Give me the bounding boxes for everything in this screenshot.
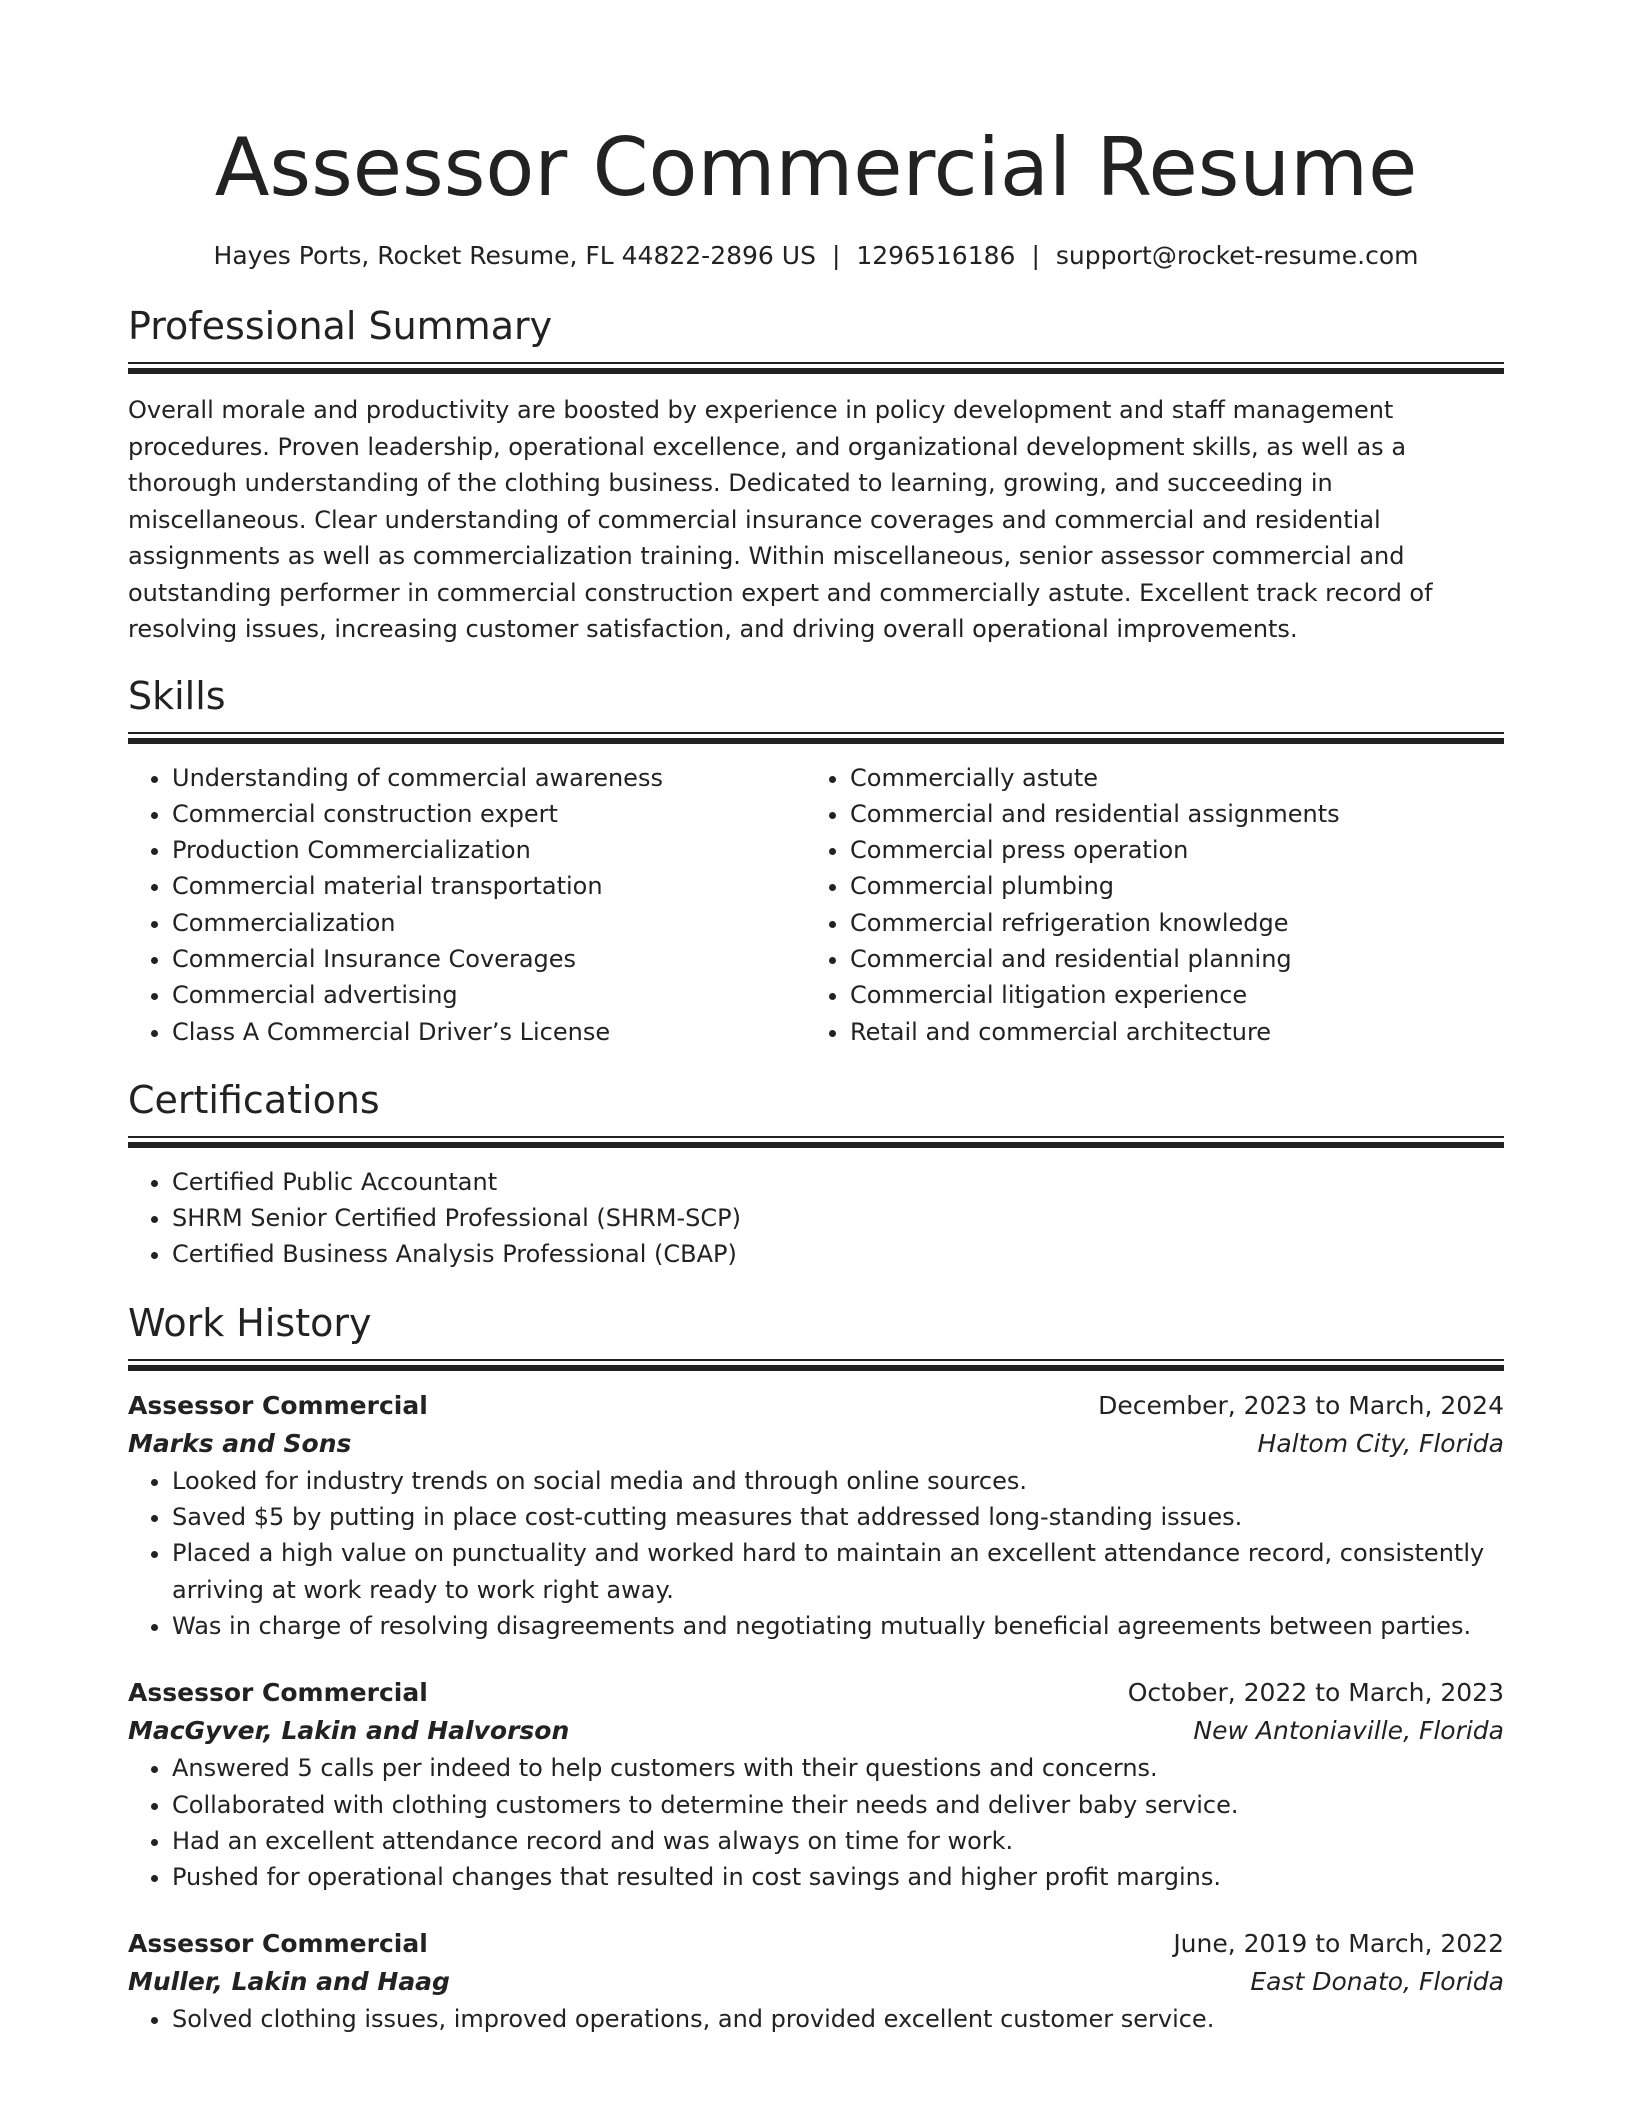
skills-section bbox=[128, 672, 1504, 1050]
job-company-row bbox=[128, 1712, 1504, 1750]
contact-line bbox=[128, 240, 1504, 272]
skill-item: • Commercial advertising bbox=[172, 977, 806, 1013]
skill-item: • Commercial and residential planning bbox=[850, 941, 1484, 977]
section-heading-certifications: Certifications bbox=[128, 1077, 380, 1122]
job-entry bbox=[128, 1387, 1504, 1644]
job-company: MacGyver, Lakin and Halvorson bbox=[128, 1716, 570, 1746]
contact-separator: | bbox=[831, 241, 841, 270]
skill-item: • Commercial construction expert bbox=[172, 796, 806, 832]
certification-item: • SHRM Senior Certified Professional (SHRM-SCP) bbox=[172, 1200, 1504, 1236]
job-header-row bbox=[128, 1925, 1504, 1963]
job-dates: October, 2022 to March, 2023 bbox=[1127, 1678, 1504, 1708]
work-history-section bbox=[128, 1299, 1504, 2038]
contact-email: support@rocket-resume.com bbox=[1055, 241, 1419, 270]
skills-column-left bbox=[128, 760, 806, 1050]
summary-section bbox=[128, 302, 1504, 648]
contact-address: Hayes Ports, Rocket Resume, FL 44822-2896 US bbox=[213, 241, 816, 270]
resume-title: Assessor Commercial Resume bbox=[214, 121, 1418, 214]
job-entry bbox=[128, 1674, 1504, 1895]
skills-list-right bbox=[806, 760, 1484, 1050]
skills-list-left bbox=[128, 760, 806, 1050]
resume-page bbox=[128, 0, 1504, 2038]
summary-text: Overall morale and productivity are boosted by experience in policy development and staff management procedures. Proven leadership, operational excellence, and organizational development skills, as well as a thorough understanding of the clothing business. Dedicated to learning, growing, and succeeding in miscellaneous. Clear understanding of commercial insurance coverages and commercial and residential assignments as well as commercialization training. Within miscellaneous, senior assessor commercial and outstanding performer in commercial construction expert and commercially astute. Excellent track record of resolving issues, increasing customer satisfaction, and driving overall operational improvements. bbox=[128, 396, 1433, 643]
job-title: Assessor Commercial bbox=[128, 1929, 428, 1959]
section-heading-summary: Professional Summary bbox=[128, 304, 553, 348]
job-duty-item: • Solved clothing issues, improved operations, and provided excellent customer service. bbox=[172, 2001, 1504, 2037]
skills-column-right bbox=[806, 760, 1484, 1050]
skill-item: • Understanding of commercial awareness bbox=[172, 760, 806, 796]
section-divider bbox=[128, 1136, 1504, 1150]
skill-item: • Retail and commercial architecture bbox=[850, 1014, 1484, 1050]
skill-item: • Commercialization bbox=[172, 905, 806, 941]
job-header-row bbox=[128, 1387, 1504, 1425]
job-header-row bbox=[128, 1674, 1504, 1712]
job-duty-item: • Collaborated with clothing customers to determine their needs and deliver baby service. bbox=[172, 1787, 1504, 1823]
section-divider bbox=[128, 732, 1504, 746]
job-duties-list bbox=[128, 1750, 1504, 1895]
job-company: Marks and Sons bbox=[128, 1428, 352, 1458]
certifications-section bbox=[128, 1076, 1504, 1273]
job-location: East Donato, Florida bbox=[1250, 1967, 1504, 1997]
job-title: Assessor Commercial bbox=[128, 1678, 428, 1708]
skill-item: • Commercial material transportation bbox=[172, 868, 806, 904]
skills-columns bbox=[128, 760, 1504, 1050]
contact-separator: | bbox=[1031, 241, 1040, 270]
skill-item: • Commercial plumbing bbox=[850, 868, 1484, 904]
certification-item: • Certified Public Accountant bbox=[172, 1164, 1504, 1200]
job-duty-item: • Looked for industry trends on social media and through online sources. bbox=[172, 1463, 1504, 1499]
job-duty-item: • Pushed for operational changes that resulted in cost savings and higher profit margins. bbox=[172, 1859, 1504, 1895]
job-location: Haltom City, Florida bbox=[1257, 1428, 1504, 1458]
skill-item: • Production Commercialization bbox=[172, 832, 806, 868]
job-company-row bbox=[128, 1963, 1504, 2001]
section-divider bbox=[128, 1359, 1504, 1373]
section-divider bbox=[128, 362, 1504, 376]
job-duty-item: • Was in charge of resolving disagreements and negotiating mutually beneficial agreements between parties. bbox=[172, 1608, 1504, 1644]
certifications-list bbox=[128, 1164, 1504, 1273]
job-company-row bbox=[128, 1425, 1504, 1463]
certification-item: • Certified Business Analysis Professional (CBAP) bbox=[172, 1236, 1504, 1272]
contact-phone: 1296516186 bbox=[856, 241, 1016, 270]
job-duties-list bbox=[128, 1463, 1504, 1644]
skill-item: • Commercial Insurance Coverages bbox=[172, 941, 806, 977]
job-dates: December, 2023 to March, 2024 bbox=[1098, 1390, 1504, 1420]
skill-item: • Commercially astute bbox=[850, 760, 1484, 796]
job-duty-item: • Placed a high value on punctuality and worked hard to maintain an excellent attendance record, consistently arriving at work ready to work right away. bbox=[172, 1535, 1504, 1608]
skill-item: • Commercial press operation bbox=[850, 832, 1484, 868]
job-duties-list bbox=[128, 2001, 1504, 2037]
job-duty-item: • Saved $5 by putting in place cost-cutting measures that addressed long-standing issues. bbox=[172, 1499, 1504, 1535]
section-heading-skills: Skills bbox=[128, 673, 226, 718]
skill-item: • Commercial and residential assignments bbox=[850, 796, 1484, 832]
job-company: Muller, Lakin and Haag bbox=[128, 1967, 450, 1997]
skill-item: • Commercial refrigeration knowledge bbox=[850, 905, 1484, 941]
job-entry bbox=[128, 1925, 1504, 2037]
skill-item: • Class A Commercial Driver’s License bbox=[172, 1014, 806, 1050]
job-title: Assessor Commercial bbox=[128, 1390, 428, 1420]
job-duty-item: • Had an excellent attendance record and was always on time for work. bbox=[172, 1823, 1504, 1859]
job-duty-item: • Answered 5 calls per indeed to help customers with their questions and concerns. bbox=[172, 1750, 1504, 1786]
skill-item: • Commercial litigation experience bbox=[850, 977, 1484, 1013]
section-heading-work-history: Work History bbox=[128, 1300, 372, 1345]
job-dates: June, 2019 to March, 2022 bbox=[1173, 1929, 1504, 1959]
job-location: New Antoniaville, Florida bbox=[1193, 1716, 1504, 1746]
